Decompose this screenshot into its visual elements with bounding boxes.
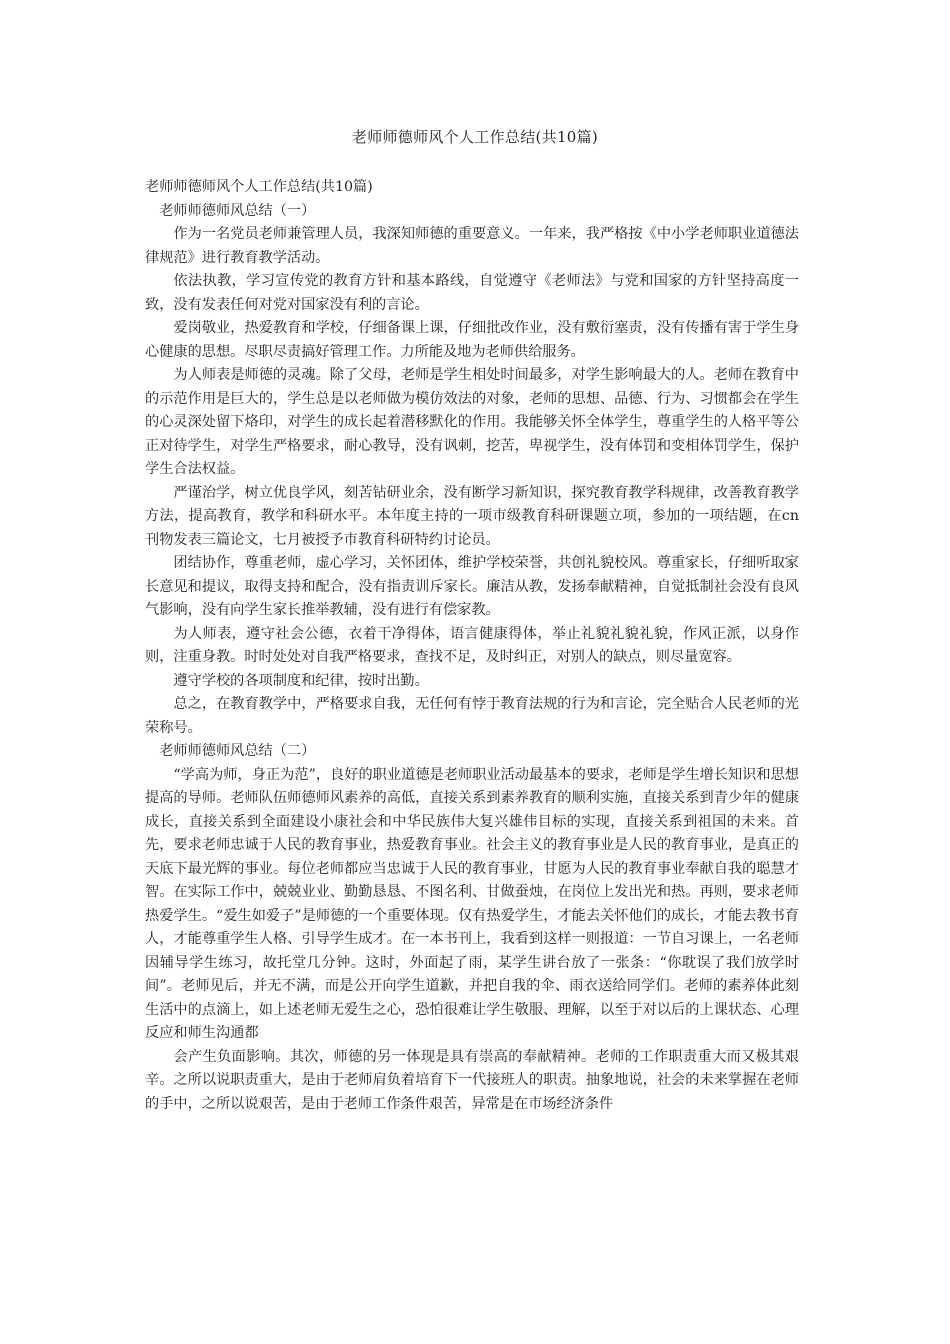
- document-heading: 老师师德师风个人工作总结(共10篇): [145, 179, 373, 195]
- paragraph: 团结协作，尊重老师，虚心学习，关怀团体，维护学校荣誉，共创礼貌校风。尊重家长，仔细听取家长意见和提议，取得支持和配合，没有指责训斥家长。廉洁从教，发扬奉献精神，自觉抵制社会没有良风气影响，没有向学生家长推举教辅，没有进行有偿家教。: [145, 555, 799, 618]
- paragraph: 作为一名党员老师兼管理人员，我深知师德的重要意义。一年来，我严格按《中小学老师职业道德法律规范》进行教育教学活动。: [145, 226, 799, 266]
- paragraph: 会产生负面影响。其次，师德的另一体现是具有崇高的奉献精神。老师的工作职责重大而又极其艰辛。之所以说职责重大，是由于老师肩负着培育下一代接班人的职责。抽象地说，社会的未来掌握在老师的手中，之所以说艰苦，是由于老师工作条件艰苦，异常是在市场经济条件: [145, 1048, 799, 1112]
- paragraph: 爱岗敬业，热爱教育和学校，仔细备课上课，仔细批改作业，没有敷衍塞责，没有传播有害于学生身心健康的思想。尽职尽责搞好管理工作。力所能及地为老师供给服务。: [145, 320, 799, 360]
- paragraph: 为人师表，遵守社会公德，衣着干净得体，语言健康得体，举止礼貌礼貌礼貌，作风正派，以身作则，注重身教。时时处处对自我严格要求，查找不足，及时纠正，对别人的缺点，则尽量宽容。: [145, 625, 799, 665]
- paragraph: 依法执教，学习宣传党的教育方针和基本路线，自觉遵守《老师法》与党和国家的方针坚持高度一致，没有发表任何对党对国家没有利的言论。: [145, 273, 799, 313]
- document-body: [145, 176, 799, 1116]
- section-title-1: 老师师德师风总结（一）: [159, 202, 316, 219]
- document-title: 老师师德师风个人工作总结(共10篇): [351, 128, 599, 146]
- section-title-2: 老师师德师风总结（二）: [159, 743, 316, 759]
- paragraph: 总之，在教育教学中，严格要求自我，无任何有悖于教育法规的行为和言论，完全贴合人民老师的光荣称号。: [145, 696, 799, 736]
- paragraph: “学高为师，身正为范”，良好的职业道德是老师职业活动最基本的要求，老师是学生增长知识和思想提高的导师。老师队伍师德师风素养的高低，直接关系到素养教育的顺利实施，直接关系到青少年的健康成长，直接关系到全面建设小康社会和中华民族伟大复兴雄伟目标的实现，直接关系到祖国的未来。首先，要求老师忠诚于人民的教育事业，热爱教育事业。社会主义的教育事业是人民的教育事业，是真正的天底下最光辉的事业。每位老师都应当忠诚于人民的教育事业，甘愿为人民的教育事业奉献自我的聪慧才智。在实际工作中，兢兢业业、勤勤恳恳、不图名利、甘做蚕烛，在岗位上发出光和热。再则，要求老师热爱学生。“爱生如爱子”是师德的一个重要体现。仅有热爱学生，才能去关怀他们的成长，才能去教书育人，才能尊重学生人格、引导学生成才。在一本书刊上，我看到这样一则报道：一节自习课上，一名老师因辅导学生练习，故托堂几分钟。这时，外面起了雨，某学生讲台放了一张条：“你耽误了我们放学时间”。老师见后，并无不满，而是公开向学生道歉，并把自我的伞、雨衣送给同学们。老师的素养体此刻生活中的点滴上，如上述老师无爱生之心，恐怕很难让学生敬服、理解，以至于对以后的上课状态、心理反应和师生沟通都: [145, 766, 799, 1041]
- paragraph: 严谨治学，树立优良学风，刻苦钻研业余，没有断学习新知识，探究教育教学科规律，改善教育教学方法，提高教育，教学和科研水平。本年度主持的一项市级教育科研课题立项，参加的一项结题，在cn刊物发表三篇论文，七月被授予市教育科研特约讨论员。: [145, 484, 799, 548]
- paragraph: 遵守学校的各项制度和纪律，按时出勤。: [173, 672, 429, 689]
- paragraph: 为人师表是师德的灵魂。除了父母，老师是学生相处时间最多，对学生影响最大的人。老师在教育中的示范作用是巨大的，学生总是以老师做为模仿效法的对象，老师的思想、品德、行为、习惯都会在学生的心灵深处留下烙印，对学生的成长起着潜移默化的作用。我能够关怀全体学生，尊重学生的人格平等公正对待学生，对学生严格要求，耐心教导，没有讽刺，挖苦，卑视学生，没有体罚和变相体罚学生，保护学生合法权益。: [145, 367, 799, 477]
